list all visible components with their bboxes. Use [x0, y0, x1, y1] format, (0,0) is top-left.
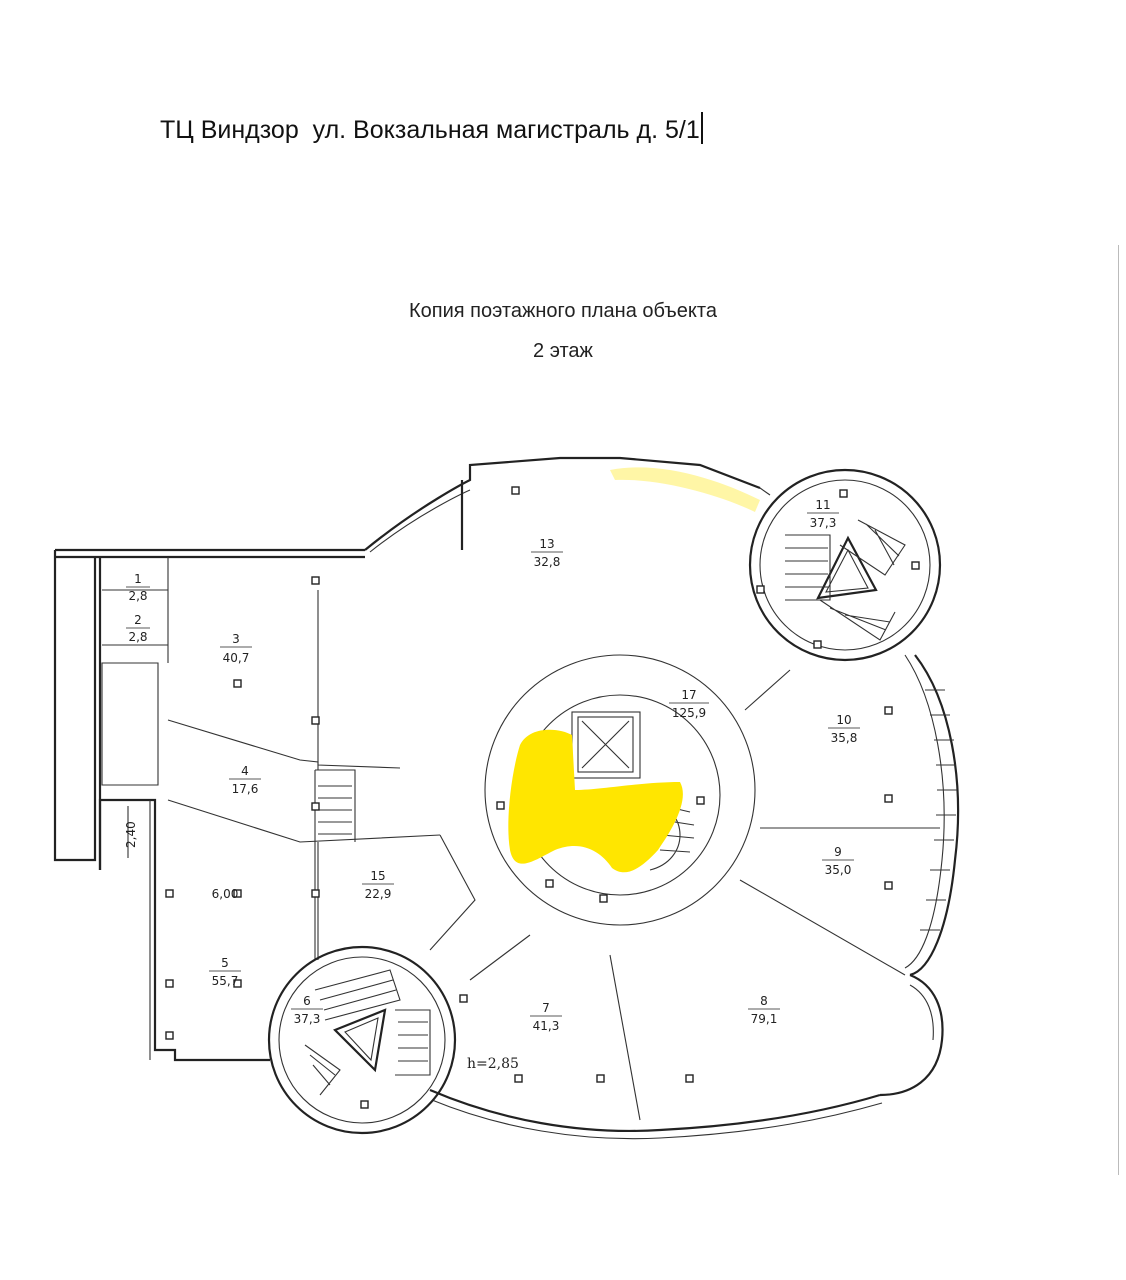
- dimension-label: 2,40: [124, 821, 138, 848]
- room-area: 2,8: [128, 589, 148, 603]
- room-area: 79,1: [750, 1012, 778, 1026]
- highlight-mark: [508, 730, 683, 873]
- outer-walls: [55, 458, 958, 1139]
- room-number: 15: [370, 869, 386, 883]
- room-label-1: [126, 572, 150, 603]
- room-area: 2,8: [128, 630, 148, 644]
- room-number: 7: [542, 1001, 550, 1015]
- floor-label: 2 этаж: [533, 340, 593, 362]
- room-label-4: [229, 764, 261, 796]
- room-area: 41,3: [532, 1019, 560, 1033]
- room-6-extra: 6,00: [211, 887, 239, 901]
- room-label-3: [220, 632, 252, 665]
- room-label-2: [126, 613, 150, 644]
- room-area: 40,7: [222, 651, 250, 665]
- room-number: 1: [134, 572, 142, 586]
- room-label-15: [362, 869, 394, 901]
- room-label-9: [822, 845, 854, 877]
- room-number: 9: [834, 845, 842, 859]
- document-title: ТЦ Виндзор ул. Вокзальная магистраль д. 5/1: [160, 112, 703, 145]
- room-number: 13: [539, 537, 555, 551]
- room-area: 37,3: [809, 516, 837, 530]
- room-label-6: [291, 994, 323, 1026]
- room-area: 32,8: [533, 555, 561, 569]
- room-number: 17: [681, 688, 697, 702]
- room-label-8: [748, 994, 780, 1026]
- room-area: 37,3: [293, 1012, 321, 1026]
- room-label-17: [669, 688, 709, 720]
- plan-caption: Копия поэтажного плана объекта: [409, 300, 717, 322]
- room-number: 4: [241, 764, 249, 778]
- room-number: 2: [134, 613, 142, 627]
- room-number: 8: [760, 994, 768, 1008]
- room-area: 22,9: [364, 887, 392, 901]
- room-number: 3: [232, 632, 240, 646]
- room-area: 125,9: [671, 706, 707, 720]
- ceiling-height-note: h=2,85: [467, 1056, 519, 1072]
- room-number: 5: [221, 956, 229, 970]
- room-labels: [126, 498, 860, 1072]
- room-label-13: [531, 537, 563, 569]
- room-number: 6: [303, 994, 311, 1008]
- room-area: 55,7: [211, 974, 239, 988]
- room-area: 17,6: [231, 782, 259, 796]
- highlight-faint: [610, 467, 760, 512]
- room-number: 11: [815, 498, 831, 512]
- room-label-11: [807, 498, 839, 530]
- room-area: 35,8: [830, 731, 858, 745]
- room-label-10: [828, 713, 860, 745]
- room-label-5: [209, 956, 241, 988]
- room-label-7: [530, 1001, 562, 1033]
- room-number: 10: [836, 713, 852, 727]
- room-area: 35,0: [824, 863, 852, 877]
